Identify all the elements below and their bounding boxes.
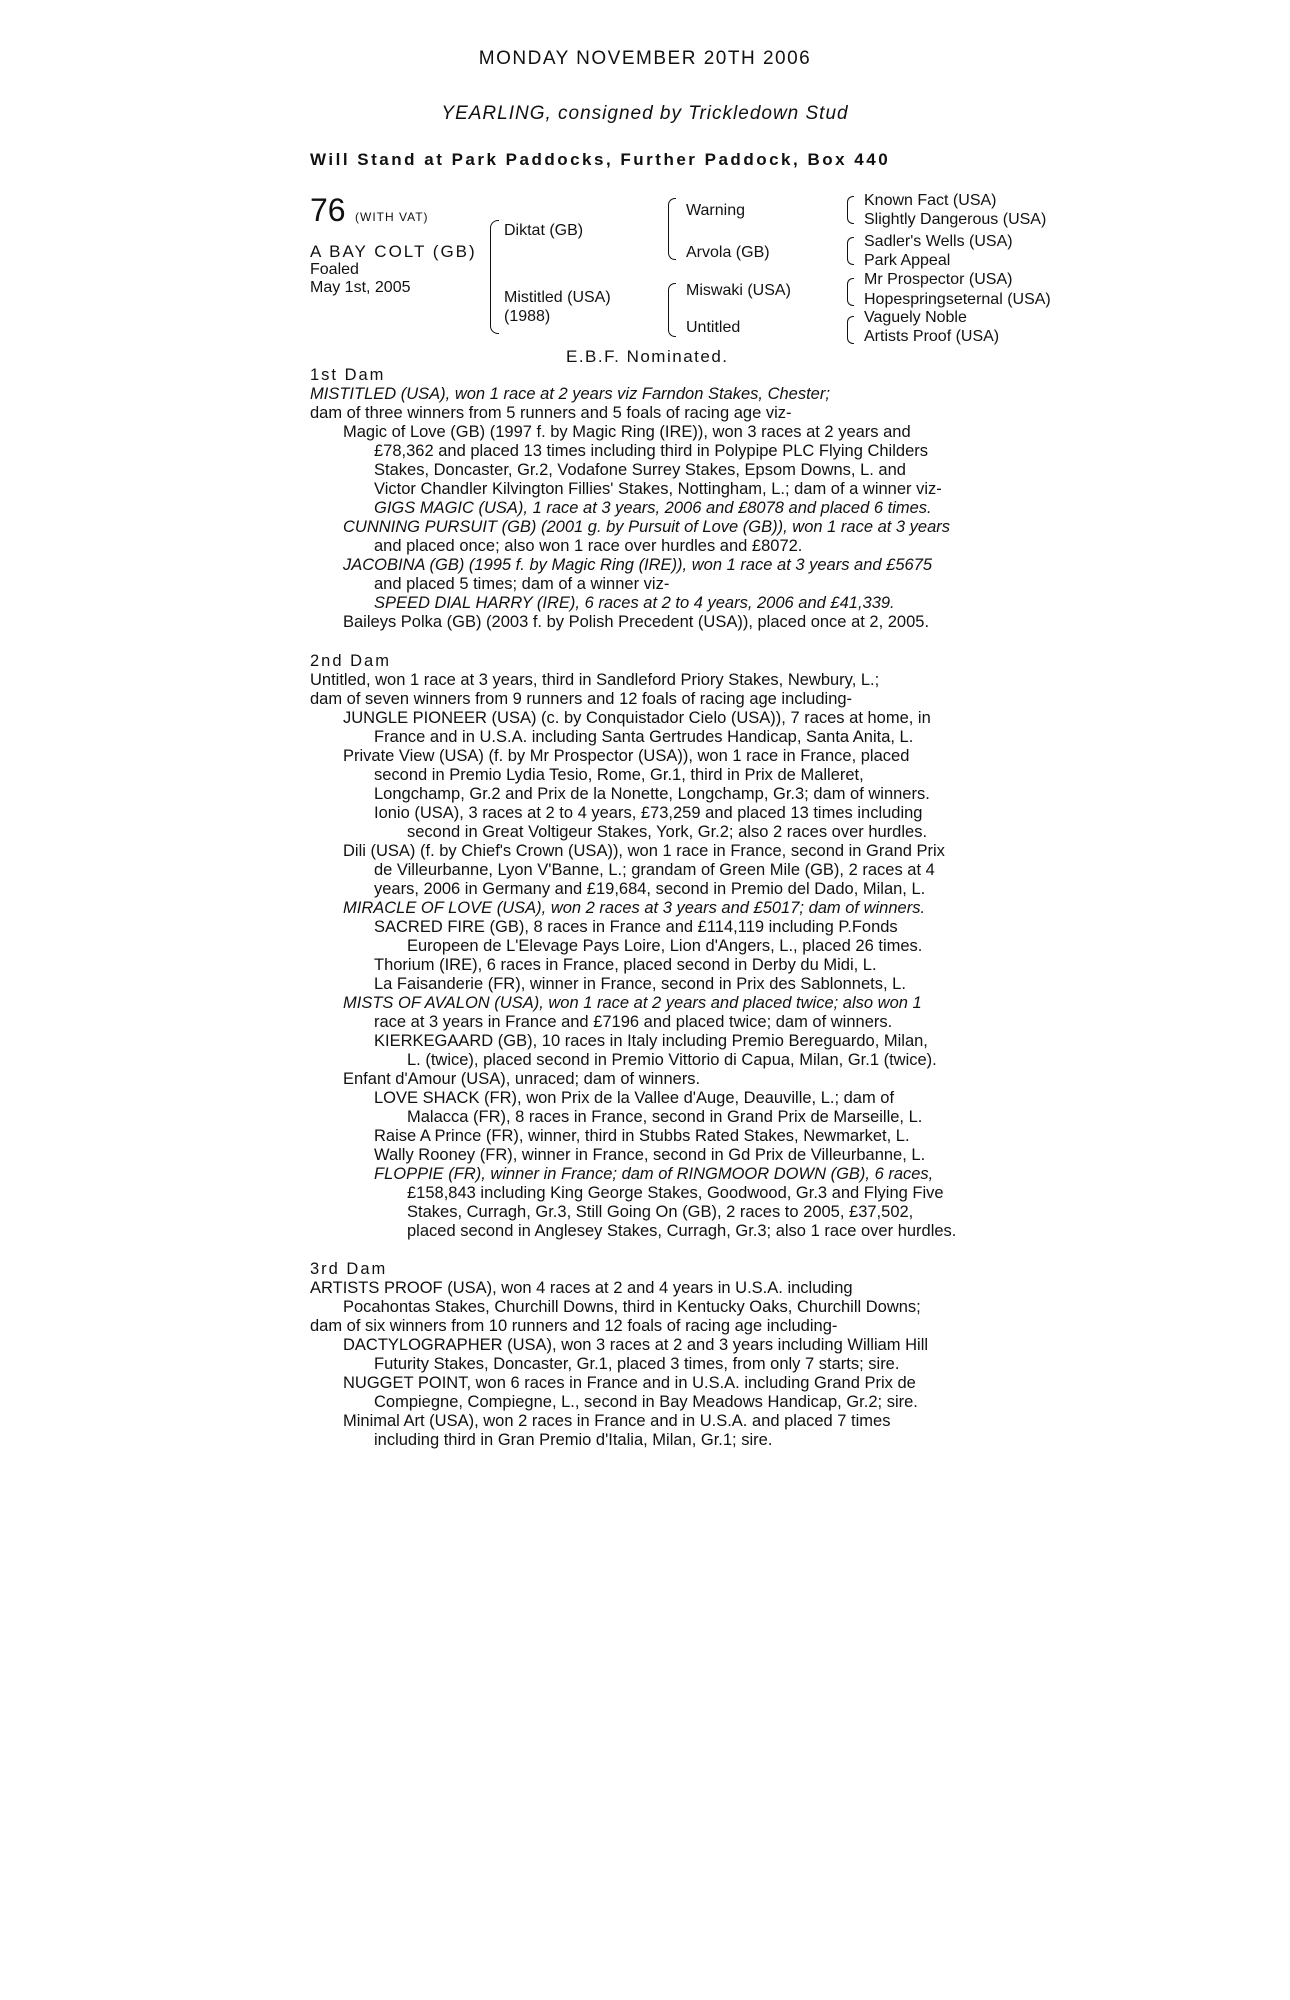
produce-detail: and placed 5 times; dam of a winner viz- [374, 575, 670, 593]
pedigree-dam-year: (1988) [504, 308, 551, 325]
consignment-line: YEARLING, consigned by Trickledown Stud [441, 103, 849, 124]
section-heading: 2nd Dam [310, 652, 391, 670]
produce-detail: de Villeurbanne, Lyon V'Banne, L.; grandam of Green Mile (GB), 2 races at 4 [374, 861, 935, 879]
foaled-label: Foaled [310, 261, 359, 278]
produce-detail: Compiegne, Compiegne, L., second in Bay Meadows Handicap, Gr.2; sire. [374, 1393, 918, 1411]
produce-entry: Enfant d'Amour (USA), unraced; dam of winners. [343, 1070, 701, 1088]
produce-detail: LOVE SHACK (FR), won Prix de la Vallee d'Auge, Deauville, L.; dam of [374, 1089, 895, 1107]
stabling-location: Will Stand at Park Paddocks, Further Paddock, Box 440 [310, 150, 891, 169]
dam-produce-summary: dam of six winners from 10 runners and 12 foals of racing age including- [310, 1317, 838, 1335]
produce-detail: Wally Rooney (FR), winner in France, second in Gd Prix de Villeurbanne, L. [374, 1146, 926, 1164]
foaled-date: May 1st, 2005 [310, 279, 411, 296]
pedigree-ddd: Artists Proof (USA) [864, 328, 1000, 345]
produce-detail: and placed once; also won 1 race over hurdles and £8072. [374, 537, 803, 555]
section-heading: 1st Dam [310, 366, 386, 384]
pedigree-dss: Mr Prospector (USA) [864, 271, 1013, 288]
produce-detail: £158,843 including King George Stakes, Goodwood, Gr.3 and Flying Five [407, 1184, 944, 1202]
produce-detail: second in Premio Lydia Tesio, Rome, Gr.1, third in Prix de Malleret, [374, 766, 864, 784]
produce-detail: Futurity Stakes, Doncaster, Gr.1, placed 3 times, from only 7 starts; sire. [374, 1355, 900, 1373]
produce-detail: including third in Gran Premio d'Italia, Milan, Gr.1; sire. [374, 1431, 773, 1449]
produce-entry: JUNGLE PIONEER (USA) (c. by Conquistador Cielo (USA)), 7 races at home, in [343, 709, 931, 727]
pedigree-sire: Diktat (GB) [504, 222, 584, 239]
pedigree-sdd: Park Appeal [864, 252, 951, 269]
pedigree-dsd: Hopespringseternal (USA) [864, 291, 1051, 308]
vat-note: (WITH VAT) [355, 210, 429, 224]
pedigree-brace-sire [668, 198, 676, 260]
produce-detail: Raise A Prince (FR), winner, third in Stubbs Rated Stakes, Newmarket, L. [374, 1127, 910, 1145]
produce-detail: years, 2006 in Germany and £19,684, second in Premio del Dado, Milan, L. [374, 880, 926, 898]
pedigree-sds: Sadler's Wells (USA) [864, 233, 1013, 250]
pedigree-sss: Known Fact (USA) [864, 192, 997, 209]
dam-summary: MISTITLED (USA), won 1 race at 2 years viz Farndon Stakes, Chester; [310, 385, 830, 403]
produce-entry: NUGGET POINT, won 6 races in France and in U.S.A. including Grand Prix de [343, 1374, 916, 1392]
produce-entry: JACOBINA (GB) (1995 f. by Magic Ring (IRE)), won 1 race at 3 years and £5675 [343, 556, 933, 574]
produce-entry: Private View (USA) (f. by Mr Prospector (USA)), won 1 race in France, placed [343, 747, 910, 765]
dam-summary-detail: Pocahontas Stakes, Churchill Downs, third in Kentucky Oaks, Churchill Downs; [343, 1298, 921, 1316]
lot-number: 76 [310, 192, 346, 228]
produce-detail: £78,362 and placed 13 times including third in Polypipe PLC Flying Childers [374, 442, 928, 460]
produce-detail: Stakes, Doncaster, Gr.2, Vodafone Surrey Stakes, Epsom Downs, L. and [374, 461, 906, 479]
pedigree-brace-sd [847, 237, 854, 265]
ebf-nominated: E.B.F. Nominated. [566, 347, 729, 366]
produce-entry: MIRACLE OF LOVE (USA), won 2 races at 3 years and £5017; dam of winners. [343, 899, 926, 917]
pedigree-dam-dam: Untitled [686, 319, 741, 336]
produce-detail: SACRED FIRE (GB), 8 races in France and £114,119 including P.Fonds [374, 918, 898, 936]
produce-entry: Dili (USA) (f. by Chief's Crown (USA)), won 1 race in France, second in Grand Prix [343, 842, 945, 860]
produce-detail: Thorium (IRE), 6 races in France, placed second in Derby du Midi, L. [374, 956, 877, 974]
pedigree-brace-dam [668, 283, 676, 337]
pedigree-brace-ds [847, 278, 854, 306]
produce-detail: La Faisanderie (FR), winner in France, second in Prix des Sablonnets, L. [374, 975, 906, 993]
produce-detail: Longchamp, Gr.2 and Prix de la Nonette, Longchamp, Gr.3; dam of winners. [374, 785, 930, 803]
produce-detail: race at 3 years in France and £7196 and placed twice; dam of winners. [374, 1013, 893, 1031]
produce-detail: second in Great Voltigeur Stakes, York, Gr.2; also 2 races over hurdles. [407, 823, 928, 841]
produce-entry: DACTYLOGRAPHER (USA), won 3 races at 2 and 3 years including William Hill [343, 1336, 929, 1354]
dam-produce-summary: dam of three winners from 5 runners and 5 foals of racing age viz- [310, 404, 792, 422]
produce-entry: MISTS OF AVALON (USA), won 1 race at 2 years and placed twice; also won 1 [343, 994, 922, 1012]
produce-detail: France and in U.S.A. including Santa Gertrudes Handicap, Santa Anita, L. [374, 728, 914, 746]
produce-detail: Stakes, Curragh, Gr.3, Still Going On (GB), 2 races to 2005, £37,502, [407, 1203, 914, 1221]
produce-detail: placed second in Anglesey Stakes, Curragh, Gr.3; also 1 race over hurdles. [407, 1222, 957, 1240]
produce-detail: GIGS MAGIC (USA), 1 race at 3 years, 2006 and £8078 and placed 6 times. [374, 499, 932, 517]
produce-detail: Ionio (USA), 3 races at 2 to 4 years, £73,259 and placed 13 times including [374, 804, 923, 822]
pedigree-brace-main [490, 220, 499, 334]
produce-detail: SPEED DIAL HARRY (IRE), 6 races at 2 to 4 years, 2006 and £41,339. [374, 594, 895, 612]
produce-detail: Europeen de L'Elevage Pays Loire, Lion d'Angers, L., placed 26 times. [407, 937, 923, 955]
produce-detail: Malacca (FR), 8 races in France, second in Grand Prix de Marseille, L. [407, 1108, 923, 1126]
pedigree-brace-dd [847, 316, 854, 344]
produce-detail: FLOPPIE (FR), winner in France; dam of RINGMOOR DOWN (GB), 6 races, [374, 1165, 934, 1183]
pedigree-brace-ss [847, 196, 854, 224]
pedigree-dam: Mistitled (USA) [504, 289, 611, 306]
produce-detail: Victor Chandler Kilvington Fillies' Stakes, Nottingham, L.; dam of a winner viz- [374, 480, 942, 498]
section-heading: 3rd Dam [310, 1260, 388, 1278]
produce-entry: Magic of Love (GB) (1997 f. by Magic Ring (IRE)), won 3 races at 2 years and [343, 423, 911, 441]
pedigree-ssd: Slightly Dangerous (USA) [864, 211, 1047, 228]
dam-produce-summary: dam of seven winners from 9 runners and 12 foals of racing age including- [310, 690, 853, 708]
produce-entry: Minimal Art (USA), won 2 races in France and in U.S.A. and placed 7 times [343, 1412, 891, 1430]
produce-entry: CUNNING PURSUIT (GB) (2001 g. by Pursuit of Love (GB)), won 1 race at 3 years [343, 518, 951, 536]
sale-date: MONDAY NOVEMBER 20TH 2006 [478, 48, 812, 69]
pedigree-sire-dam: Arvola (GB) [686, 244, 770, 261]
horse-name: A BAY COLT (GB) [310, 242, 477, 261]
pedigree-dam-sire: Miswaki (USA) [686, 282, 791, 299]
pedigree-sire-sire: Warning [686, 202, 745, 219]
produce-entry: Baileys Polka (GB) (2003 f. by Polish Precedent (USA)), placed once at 2, 2005. [343, 613, 930, 631]
dam-summary: Untitled, won 1 race at 3 years, third in Sandleford Priory Stakes, Newbury, L.; [310, 671, 880, 689]
produce-detail: KIERKEGAARD (GB), 10 races in Italy including Premio Bereguardo, Milan, [374, 1032, 928, 1050]
pedigree-dds: Vaguely Noble [864, 309, 967, 326]
dam-summary: ARTISTS PROOF (USA), won 4 races at 2 and 4 years in U.S.A. including [310, 1279, 853, 1297]
produce-detail: L. (twice), placed second in Premio Vittorio di Capua, Milan, Gr.1 (twice). [407, 1051, 937, 1069]
